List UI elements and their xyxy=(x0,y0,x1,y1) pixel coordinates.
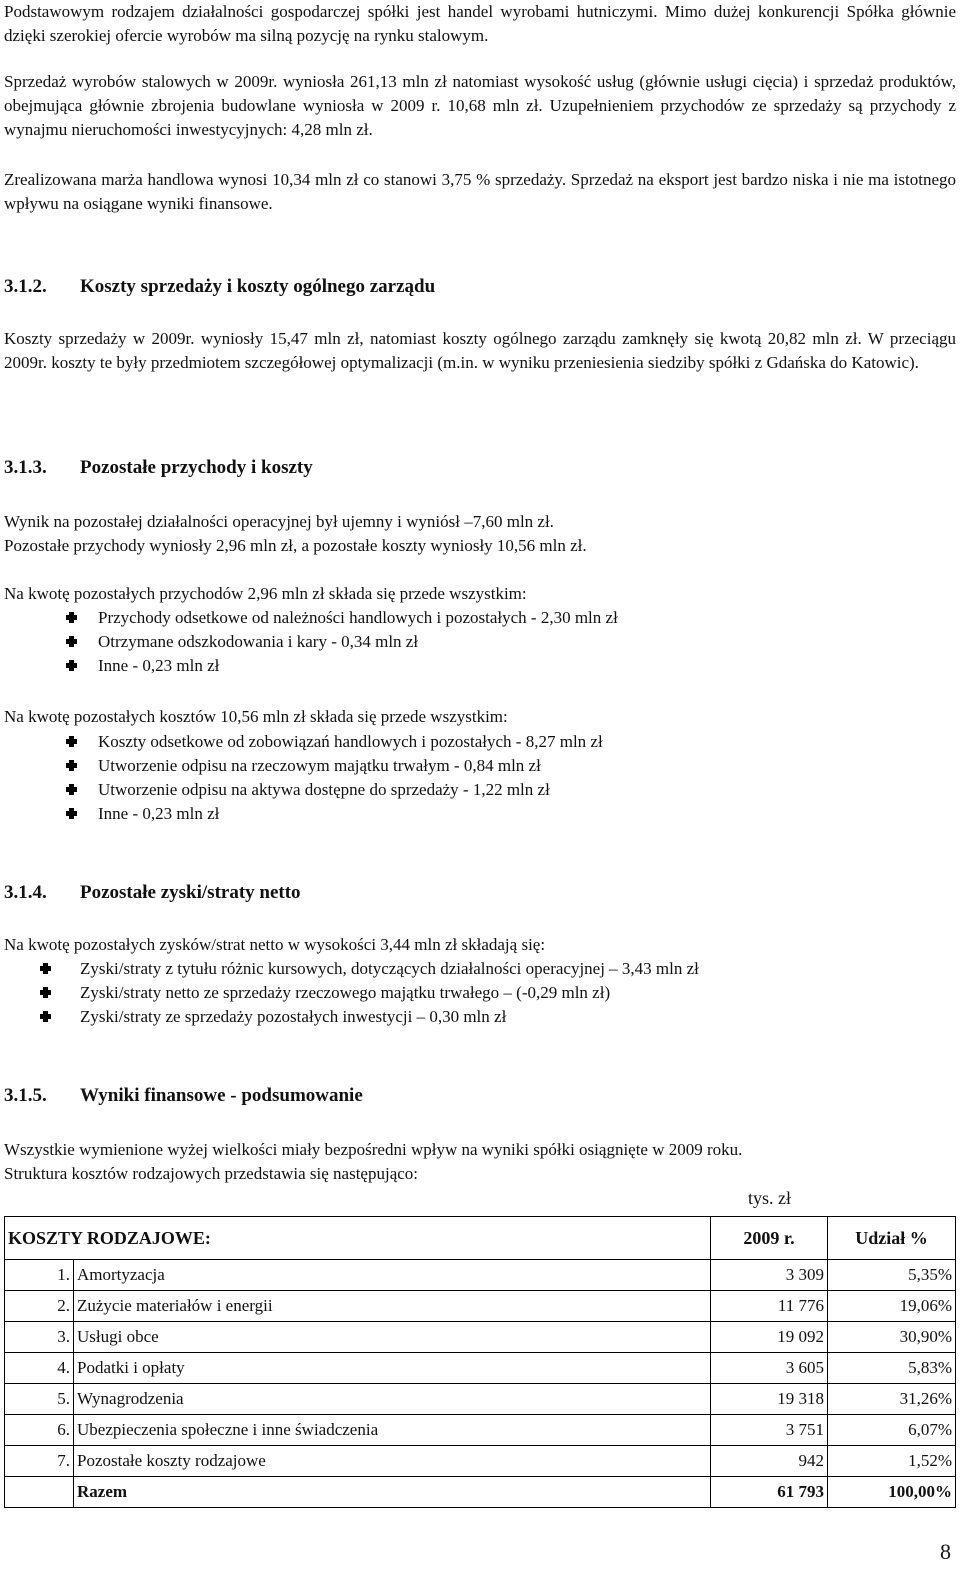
list-item-text: Otrzymane odszkodowania i kary - 0,34 mln zł xyxy=(98,632,419,651)
table-row xyxy=(5,1260,956,1291)
row-name: Ubezpieczenia społeczne i inne świadczenia xyxy=(74,1415,711,1446)
row-name: Podatki i opłaty xyxy=(74,1353,711,1384)
cost-intro: Na kwotę pozostałych kosztów 10,56 mln zł składa się przede wszystkim: xyxy=(4,707,508,726)
section-heading-3-1-5 xyxy=(4,1084,363,1108)
list-item xyxy=(4,654,956,678)
row-value: 3 751 xyxy=(711,1415,828,1446)
row-number: 5. xyxy=(5,1384,74,1415)
section-3-1-5-line-2: Struktura kosztów rodzajowych przedstawia się następująco: xyxy=(4,1164,419,1183)
section-heading-3-1-4 xyxy=(4,881,301,905)
total-value: 61 793 xyxy=(711,1477,828,1508)
section-number: 3.1.5. xyxy=(4,1085,47,1106)
row-number: 3. xyxy=(5,1322,74,1353)
table-row xyxy=(5,1353,956,1384)
intro-paragraph-2: Sprzedaż wyrobów stalowych w 2009r. wyniosła 261,13 mln zł natomiast wysokość usług (głównie usługi cięcia) i sprzedaż produktów, obejmująca głównie zbrojenia budowlane wyniosła w 2009 r. 10,68 mln zł. Uzupełnieniem przychodów ze sprzedaży są przychody z wynajmu nieruchomości inwestycyjnych: 4,28 mln zł. xyxy=(4,72,956,139)
list-item xyxy=(4,778,956,802)
section-heading-3-1-3 xyxy=(4,456,313,480)
row-share: 1,52% xyxy=(828,1446,956,1477)
row-share: 6,07% xyxy=(828,1415,956,1446)
section-3-1-3-line-1: Wynik na pozostałej działalności operacyjnej był ujemny i wyniósł –7,60 mln zł. xyxy=(4,512,554,531)
row-name: Zużycie materiałów i energii xyxy=(74,1291,711,1322)
row-number: 4. xyxy=(5,1353,74,1384)
row-share: 5,35% xyxy=(828,1260,956,1291)
list-item xyxy=(4,981,956,1005)
total-label: Razem xyxy=(74,1477,711,1508)
row-share: 30,90% xyxy=(828,1322,956,1353)
list-item xyxy=(4,606,956,630)
header-share: Udział % xyxy=(828,1217,956,1260)
list-item xyxy=(4,730,956,754)
section-3-1-5-line-1: Wszystkie wymienione wyżej wielkości miały bezpośredni wpływ na wyniki spółki osiągnięte w 2009 roku. xyxy=(4,1140,743,1159)
table-unit-label: tys. zł xyxy=(748,1188,791,1208)
row-number-empty xyxy=(5,1477,74,1508)
bullet-icon xyxy=(66,784,77,795)
header-year: 2009 r. xyxy=(711,1217,828,1260)
table-row xyxy=(5,1291,956,1322)
bullet-icon xyxy=(66,808,77,819)
intro-paragraph-3: Zrealizowana marża handlowa wynosi 10,34 mln zł co stanowi 3,75 % sprzedaży. Sprzedaż na eksport jest bardzo niska i nie ma istotnego wpływu na osiągane wyniki finansowe. xyxy=(4,170,956,213)
list-item-text: Zyski/straty z tytułu różnic kursowych, dotyczących działalności operacyjnej – 3,43 mln zł xyxy=(80,959,699,978)
list-item-text: Zyski/straty ze sprzedaży pozostałych inwestycji – 0,30 mln zł xyxy=(80,1007,507,1026)
list-item-text: Utworzenie odpisu na rzeczowym majątku trwałym - 0,84 mln zł xyxy=(98,756,541,775)
bullet-icon xyxy=(66,612,77,623)
row-name: Wynagrodzenia xyxy=(74,1384,711,1415)
table-row xyxy=(5,1384,956,1415)
row-number: 1. xyxy=(5,1260,74,1291)
list-item-text: Utworzenie odpisu na aktywa dostępne do sprzedaży - 1,22 mln zł xyxy=(98,780,550,799)
row-share: 31,26% xyxy=(828,1384,956,1415)
bullet-icon xyxy=(66,660,77,671)
bullet-icon xyxy=(66,760,77,771)
list-item-text: Zyski/straty netto ze sprzedaży rzeczowego majątku trwałego – (-0,29 mln zł) xyxy=(80,983,611,1002)
bullet-icon xyxy=(66,636,77,647)
bullet-icon xyxy=(40,987,51,998)
row-number: 2. xyxy=(5,1291,74,1322)
total-share: 100,00% xyxy=(828,1477,956,1508)
table-total-row xyxy=(5,1477,956,1508)
row-number: 6. xyxy=(5,1415,74,1446)
section-3-1-4-intro: Na kwotę pozostałych zysków/strat netto w wysokości 3,44 mln zł składają się: xyxy=(4,935,546,954)
section-title: Wyniki finansowe - podsumowanie xyxy=(80,1085,363,1106)
list-item-text: Koszty odsetkowe od zobowiązań handlowych i pozostałych - 8,27 mln zł xyxy=(98,732,603,751)
list-item-text: Inne - 0,23 mln zł xyxy=(98,656,220,675)
list-item xyxy=(4,754,956,778)
list-item-text: Inne - 0,23 mln zł xyxy=(98,804,220,823)
list-item xyxy=(4,630,956,654)
cost-list xyxy=(4,730,956,826)
row-value: 19 092 xyxy=(711,1322,828,1353)
row-value: 3 309 xyxy=(711,1260,828,1291)
intro-paragraph-1: Podstawowym rodzajem działalności gospodarczej spółki jest handel wyrobami hutniczymi. Mimo dużej konkurencji Spółka głównie dzięki szerokiej ofercie wyrobów ma silną pozycję na rynku stalowym. xyxy=(4,2,956,45)
table-header-row xyxy=(5,1217,956,1260)
row-share: 19,06% xyxy=(828,1291,956,1322)
row-value: 3 605 xyxy=(711,1353,828,1384)
section-heading-3-1-2 xyxy=(4,275,435,299)
list-item xyxy=(4,957,956,981)
row-name: Amortyzacja xyxy=(74,1260,711,1291)
section-3-1-2-paragraph: Koszty sprzedaży w 2009r. wyniosły 15,47 mln zł, natomiast koszty ogólnego zarządu zamknęły się kwotą 20,82 mln zł. W przeciągu 2009r. koszty te były przedmiotem szczegółowej optymalizacji (m.in. w wyniku przeniesienia siedziby spółki z Gdańska do Katowic). xyxy=(4,329,956,372)
list-item-text: Przychody odsetkowe od należności handlowych i pozostałych - 2,30 mln zł xyxy=(98,608,618,627)
row-name: Usługi obce xyxy=(74,1322,711,1353)
row-value: 11 776 xyxy=(711,1291,828,1322)
list-item xyxy=(4,802,956,826)
income-list xyxy=(4,606,956,678)
list-item xyxy=(4,1005,956,1029)
header-cost-type: KOSZTY RODZAJOWE: xyxy=(5,1217,711,1260)
page-number: 8 xyxy=(940,1539,951,1564)
section-number: 3.1.2. xyxy=(4,276,47,297)
gains-list xyxy=(4,957,956,1029)
table-row xyxy=(5,1322,956,1353)
row-value: 19 318 xyxy=(711,1384,828,1415)
section-number: 3.1.3. xyxy=(4,457,47,478)
section-title: Pozostałe zyski/straty netto xyxy=(80,882,301,903)
table-row xyxy=(5,1446,956,1477)
table-row xyxy=(5,1415,956,1446)
row-number: 7. xyxy=(5,1446,74,1477)
section-number: 3.1.4. xyxy=(4,882,47,903)
cost-structure-table xyxy=(4,1216,956,1508)
bullet-icon xyxy=(40,1011,51,1022)
income-intro: Na kwotę pozostałych przychodów 2,96 mln zł składa się przede wszystkim: xyxy=(4,584,527,603)
row-value: 942 xyxy=(711,1446,828,1477)
section-title: Pozostałe przychody i koszty xyxy=(80,457,313,478)
row-name: Pozostałe koszty rodzajowe xyxy=(74,1446,711,1477)
bullet-icon xyxy=(66,736,77,747)
row-share: 5,83% xyxy=(828,1353,956,1384)
bullet-icon xyxy=(40,963,51,974)
section-3-1-3-line-2: Pozostałe przychody wyniosły 2,96 mln zł, a pozostałe koszty wyniosły 10,56 mln zł. xyxy=(4,536,587,555)
section-title: Koszty sprzedaży i koszty ogólnego zarządu xyxy=(80,276,436,297)
